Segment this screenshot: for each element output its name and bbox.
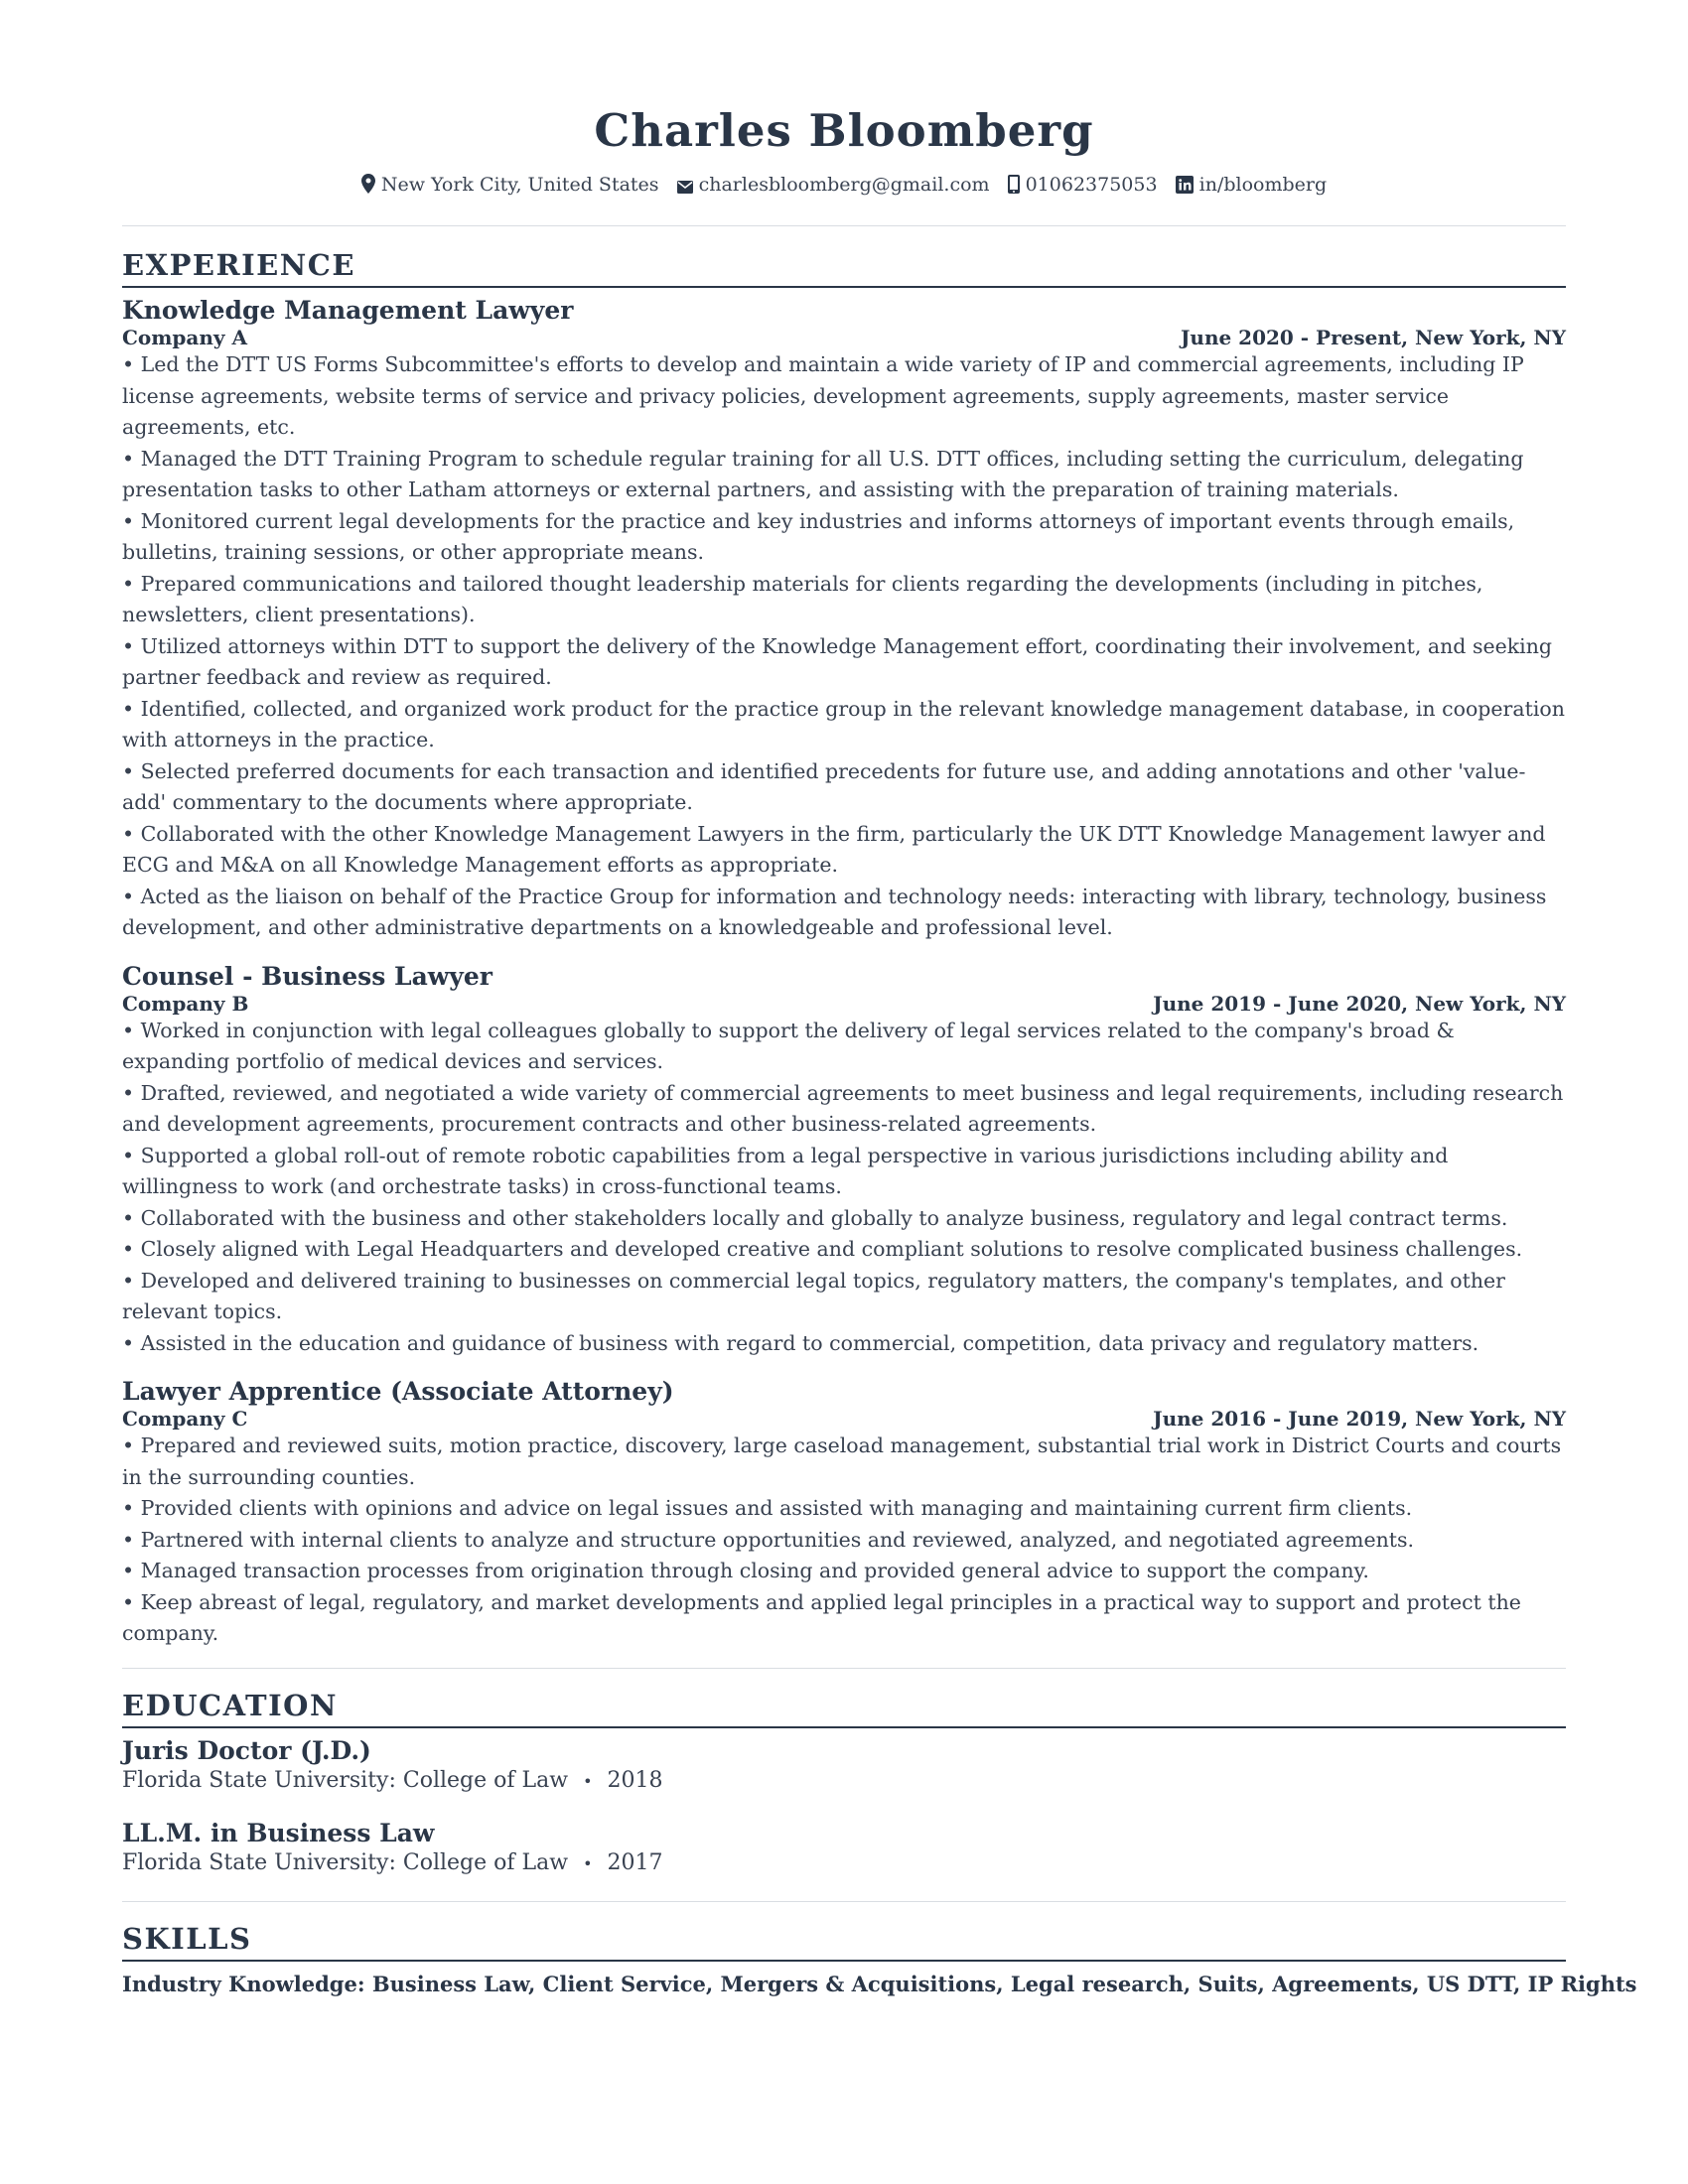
job-bullet: • Supported a global roll-out of remote robotic capabilities from a legal perspective in various jurisdictions including ability and willingness to work (and orchestrate tasks) in cross-functional teams. <box>122 1143 1449 1198</box>
job-bullet: • Partnered with internal clients to analyze and structure opportunities and reviewed, analyzed, and negotiated agreements. <box>122 1527 1415 1552</box>
section-rule <box>122 286 1566 288</box>
job-company: Company B <box>122 991 249 1016</box>
location-pin-icon <box>361 174 375 194</box>
edu-separator: • <box>583 1853 593 1873</box>
job-dates: June 2019 - June 2020, New York, NY <box>1153 991 1566 1016</box>
job-bullet: • Selected preferred documents for each transaction and identified precedents for future use, and adding annotations and other 'value-add' commentary to the documents where appropriate. <box>122 758 1526 814</box>
section-rule <box>122 1960 1566 1962</box>
job-bullet: • Keep abreast of legal, regulatory, and market developments and applied legal principles in a practical way to support and protect the company. <box>122 1589 1521 1645</box>
job-role: Lawyer Apprentice (Associate Attorney) <box>122 1377 674 1406</box>
education-entry <box>122 1736 1566 1797</box>
edu-school-line <box>122 1766 1566 1797</box>
edu-separator: • <box>583 1771 593 1791</box>
job-role: Counsel - Business Lawyer <box>122 961 492 991</box>
job-bullet: • Identified, collected, and organized work product for the practice group in the relevant knowledge management database, in cooperation with attorneys in the practice. <box>122 696 1565 751</box>
section-rule <box>122 1726 1566 1728</box>
job-meta <box>122 992 1566 1016</box>
edu-degree: Juris Doctor (J.D.) <box>122 1735 371 1765</box>
linkedin-icon <box>1176 176 1194 194</box>
contact-bar <box>122 173 1566 196</box>
education-section <box>122 1687 1566 1879</box>
job-company: Company C <box>122 1407 248 1431</box>
job-bullet: • Assisted in the education and guidance of business with regard to commercial, competition, data privacy and regulatory matters. <box>122 1330 1479 1355</box>
contact-email[interactable] <box>677 174 990 196</box>
job-entry <box>122 962 1566 1360</box>
skills-list: Industry Knowledge: Business Law, Client Service, Mergers & Acquisitions, Legal research, Suits, Agreements, US DTT, IP Rights <box>122 1971 1637 1996</box>
location-text: New York City, United States <box>380 174 659 196</box>
job-bullet: • Monitored current legal developments for the practice and key industries and informs attorneys of important events through emails, bulletins, training sessions, or other appropriate means. <box>122 508 1515 564</box>
edu-school-line <box>122 1848 1566 1879</box>
contact-linkedin[interactable] <box>1176 174 1328 196</box>
job-bullet: • Utilized attorneys within DTT to support the delivery of the Knowledge Management effort, coordinating their involvement, and seeking partner feedback and review as required. <box>122 633 1553 689</box>
section-title-skills: SKILLS <box>122 1921 252 1956</box>
job-bullet: • Led the DTT US Forms Subcommittee's efforts to develop and maintain a wide variety of IP and commercial agreements, including IP license agreements, website terms of service and privacy policies, development agreements, supply agreements, master service agreements, etc. <box>122 352 1524 439</box>
job-bullet: • Prepared and reviewed suits, motion practice, discovery, large caseload management, substantial trial work in District Courts and courts in the surrounding counties. <box>122 1433 1562 1489</box>
edu-school: Florida State University: College of Law <box>122 1849 569 1875</box>
edu-year: 2018 <box>607 1767 663 1793</box>
job-bullet: • Collaborated with the business and other stakeholders locally and globally to analyze business, regulatory and legal contract terms. <box>122 1205 1508 1230</box>
job-bullet: • Provided clients with opinions and advice on legal issues and assisted with managing and maintaining current firm clients. <box>122 1496 1413 1520</box>
job-company: Company A <box>122 326 248 349</box>
job-bullet: • Worked in conjunction with legal colleagues globally to support the delivery of legal services related to the company's broad & expanding portfolio of medical devices and services. <box>122 1018 1455 1073</box>
job-bullets <box>122 1016 1566 1360</box>
section-title-education: EDUCATION <box>122 1688 338 1722</box>
experience-section <box>122 246 1566 1650</box>
job-bullets <box>122 1431 1566 1650</box>
job-bullet: • Closely aligned with Legal Headquarters and developed creative and compliant solutions to resolve complicated business challenges. <box>122 1237 1523 1261</box>
envelope-icon <box>677 181 693 194</box>
contact-location <box>361 174 659 196</box>
job-meta <box>122 1407 1566 1431</box>
job-entry <box>122 1377 1566 1650</box>
header-divider <box>122 225 1566 226</box>
section-divider <box>122 1901 1566 1902</box>
edu-school: Florida State University: College of Law <box>122 1767 569 1793</box>
job-bullet: • Managed the DTT Training Program to schedule regular training for all U.S. DTT offices, including setting the curriculum, delegating presentation tasks to other Latham attorneys or external partners, and assisting with the preparation of training materials. <box>122 446 1524 501</box>
mobile-phone-icon <box>1008 175 1020 194</box>
job-entry <box>122 296 1566 944</box>
job-meta <box>122 326 1566 349</box>
job-bullet: • Drafted, reviewed, and negotiated a wide variety of commercial agreements to meet business and legal requirements, including research and development agreements, procurement contracts and other business-related agreements. <box>122 1080 1564 1136</box>
email-text: charlesbloomberg@gmail.com <box>698 174 990 196</box>
job-bullets <box>122 349 1566 944</box>
job-dates: June 2020 - Present, New York, NY <box>1180 326 1566 349</box>
job-bullet: • Developed and delivered training to businesses on commercial legal topics, regulatory matters, the company's templates, and other relevant topics. <box>122 1268 1505 1323</box>
education-entry <box>122 1819 1566 1879</box>
candidate-name: Charles Bloomberg <box>594 104 1094 157</box>
edu-year: 2017 <box>607 1849 663 1875</box>
section-divider <box>122 1668 1566 1669</box>
job-bullet: • Managed transaction processes from origination through closing and provided general advice to support the company. <box>122 1559 1369 1582</box>
job-bullet: • Acted as the liaison on behalf of the Practice Group for information and technology needs: interacting with library, technology, business development, and other administrative departments on a knowledgeable and professional level. <box>122 884 1547 939</box>
edu-degree: LL.M. in Business Law <box>122 1818 435 1847</box>
section-title-experience: EXPERIENCE <box>122 248 355 282</box>
skills-section <box>122 1920 1637 1999</box>
phone-text: 01062375053 <box>1025 174 1158 196</box>
linkedin-text: in/bloomberg <box>1198 174 1328 196</box>
contact-phone[interactable] <box>1008 174 1158 196</box>
job-role: Knowledge Management Lawyer <box>122 296 574 325</box>
job-bullet: • Collaborated with the other Knowledge Management Lawyers in the firm, particularly the UK DTT Knowledge Management lawyer and ECG and M&A on all Knowledge Management efforts as appropriate. <box>122 821 1546 877</box>
job-bullet: • Prepared communications and tailored thought leadership materials for clients regarding the developments (including in pitches, newsletters, client presentations). <box>122 571 1483 626</box>
job-dates: June 2016 - June 2019, New York, NY <box>1153 1407 1566 1431</box>
